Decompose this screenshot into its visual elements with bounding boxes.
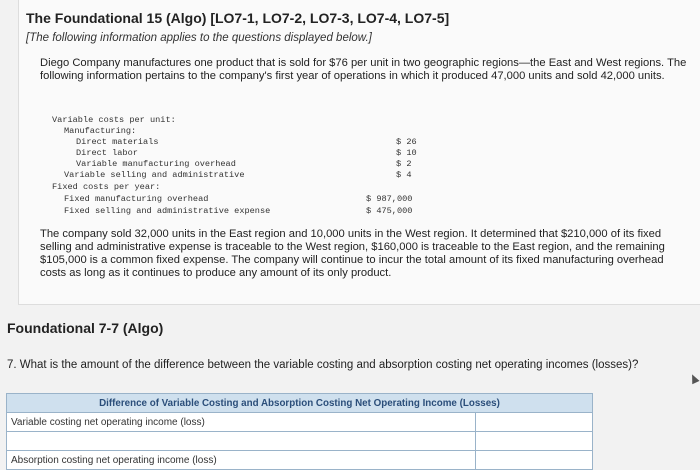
variable-costing-input[interactable] [475,413,592,432]
page-title: The Foundational 15 (Algo) [LO7-1, LO7-2, LO7-3, LO7-4, LO7-5] [26,10,450,26]
sales-info-paragraph: The company sold 32,000 units in the East region and 10,000 units in the West region. It determined that $210,000 of its fixed selling and administrative expense is traceable to the West region, $160,000 is traceable to the East region, and the remaining $105,000 is a common fixed expense. The company will continue to incur the total amount of its fixed manufacturing overhead costs as long as it continues to produce any amount of its only product. [40,228,665,279]
section-title: Foundational 7-7 (Algo) [7,320,164,336]
fixed-moh-label: Fixed manufacturing overhead [64,194,209,204]
variable-sa-label: Variable selling and administrative [64,170,245,180]
fixed-costs-heading: Fixed costs per year: [52,182,161,192]
table-row [7,432,593,451]
answer-table [6,393,593,470]
direct-materials-label: Direct materials [76,137,159,147]
variable-moh-label: Variable manufacturing overhead [76,159,236,169]
fixed-moh-value: $ 987,000 [366,194,413,204]
direct-materials-value: $ 26 [396,137,417,147]
direct-labor-label: Direct labor [76,148,138,158]
variable-costs-heading: Variable costs per unit: [52,115,176,125]
variable-costing-label: Variable costing net operating income (loss) [7,413,476,432]
mouse-cursor-icon [688,373,699,385]
question-text: 7. What is the amount of the difference between the variable costing and absorption costing net operating incomes (losses)? [7,359,639,371]
fixed-sa-value: $ 475,000 [366,206,413,216]
manufacturing-heading: Manufacturing: [64,126,137,136]
intro-paragraph: Diego Company manufactures one product that is sold for $76 per unit in two geographic regions—the East and West regions. The following information pertains to the company's first year of operations in which it produced 47,000 units and sold 42,000 units. [40,57,687,82]
absorption-costing-label: Absorption costing net operating income (loss) [7,451,476,470]
variable-moh-value: $ 2 [396,159,412,169]
variable-sa-value: $ 4 [396,170,412,180]
direct-labor-value: $ 10 [396,148,417,158]
answer-table-header-row [7,394,593,413]
table-row [7,413,593,432]
info-note: [The following information applies to the questions displayed below.] [26,32,372,44]
fixed-sa-label: Fixed selling and administrative expense [64,206,271,216]
blank-input-cell[interactable] [475,432,592,451]
blank-label-cell [7,432,476,451]
answer-table-header: Difference of Variable Costing and Absorption Costing Net Operating Income (Losses) [7,394,593,413]
